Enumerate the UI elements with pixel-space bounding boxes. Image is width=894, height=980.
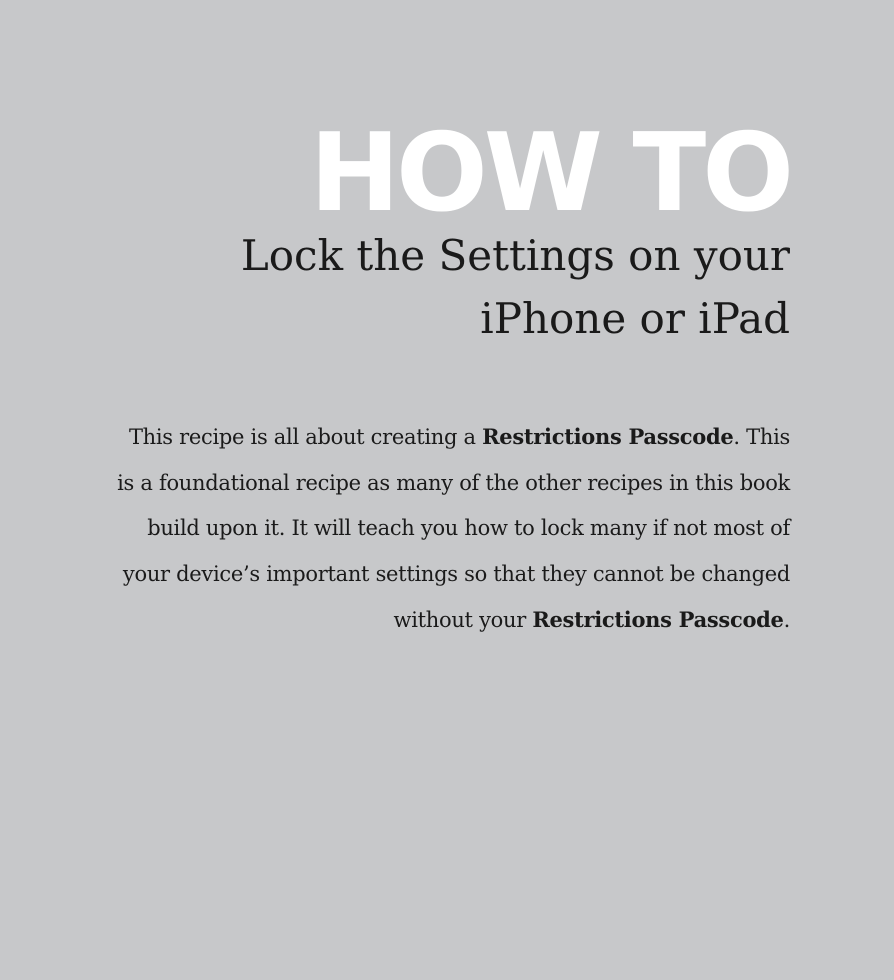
paragraph-line-4: your device’s important settings so that they cannot be changed <box>122 561 790 586</box>
paragraph-text: . This <box>733 425 790 449</box>
restrictions-passcode-term: Restrictions Passcode <box>532 607 784 632</box>
restrictions-passcode-term: Restrictions Passcode <box>482 424 734 449</box>
paragraph-line-1 <box>90 414 790 461</box>
title-block <box>90 111 790 350</box>
paragraph-text: This recipe is all about creating a <box>128 425 483 449</box>
how-to-kicker: HOW TO <box>309 111 790 236</box>
paragraph-text: . <box>783 608 790 632</box>
paragraph-line-2: is a foundational recipe as many of the other recipes in this book <box>117 470 790 495</box>
intro-paragraph <box>90 414 790 644</box>
paragraph-line-5 <box>90 597 790 644</box>
paragraph-line-3: build upon it. It will teach you how to lock many if not most of <box>147 516 790 540</box>
page-title <box>90 224 790 350</box>
paragraph-text: without your <box>393 608 533 632</box>
title-line-2: iPhone or iPad <box>480 294 790 343</box>
title-line-1: Lock the Settings on your <box>240 231 790 280</box>
